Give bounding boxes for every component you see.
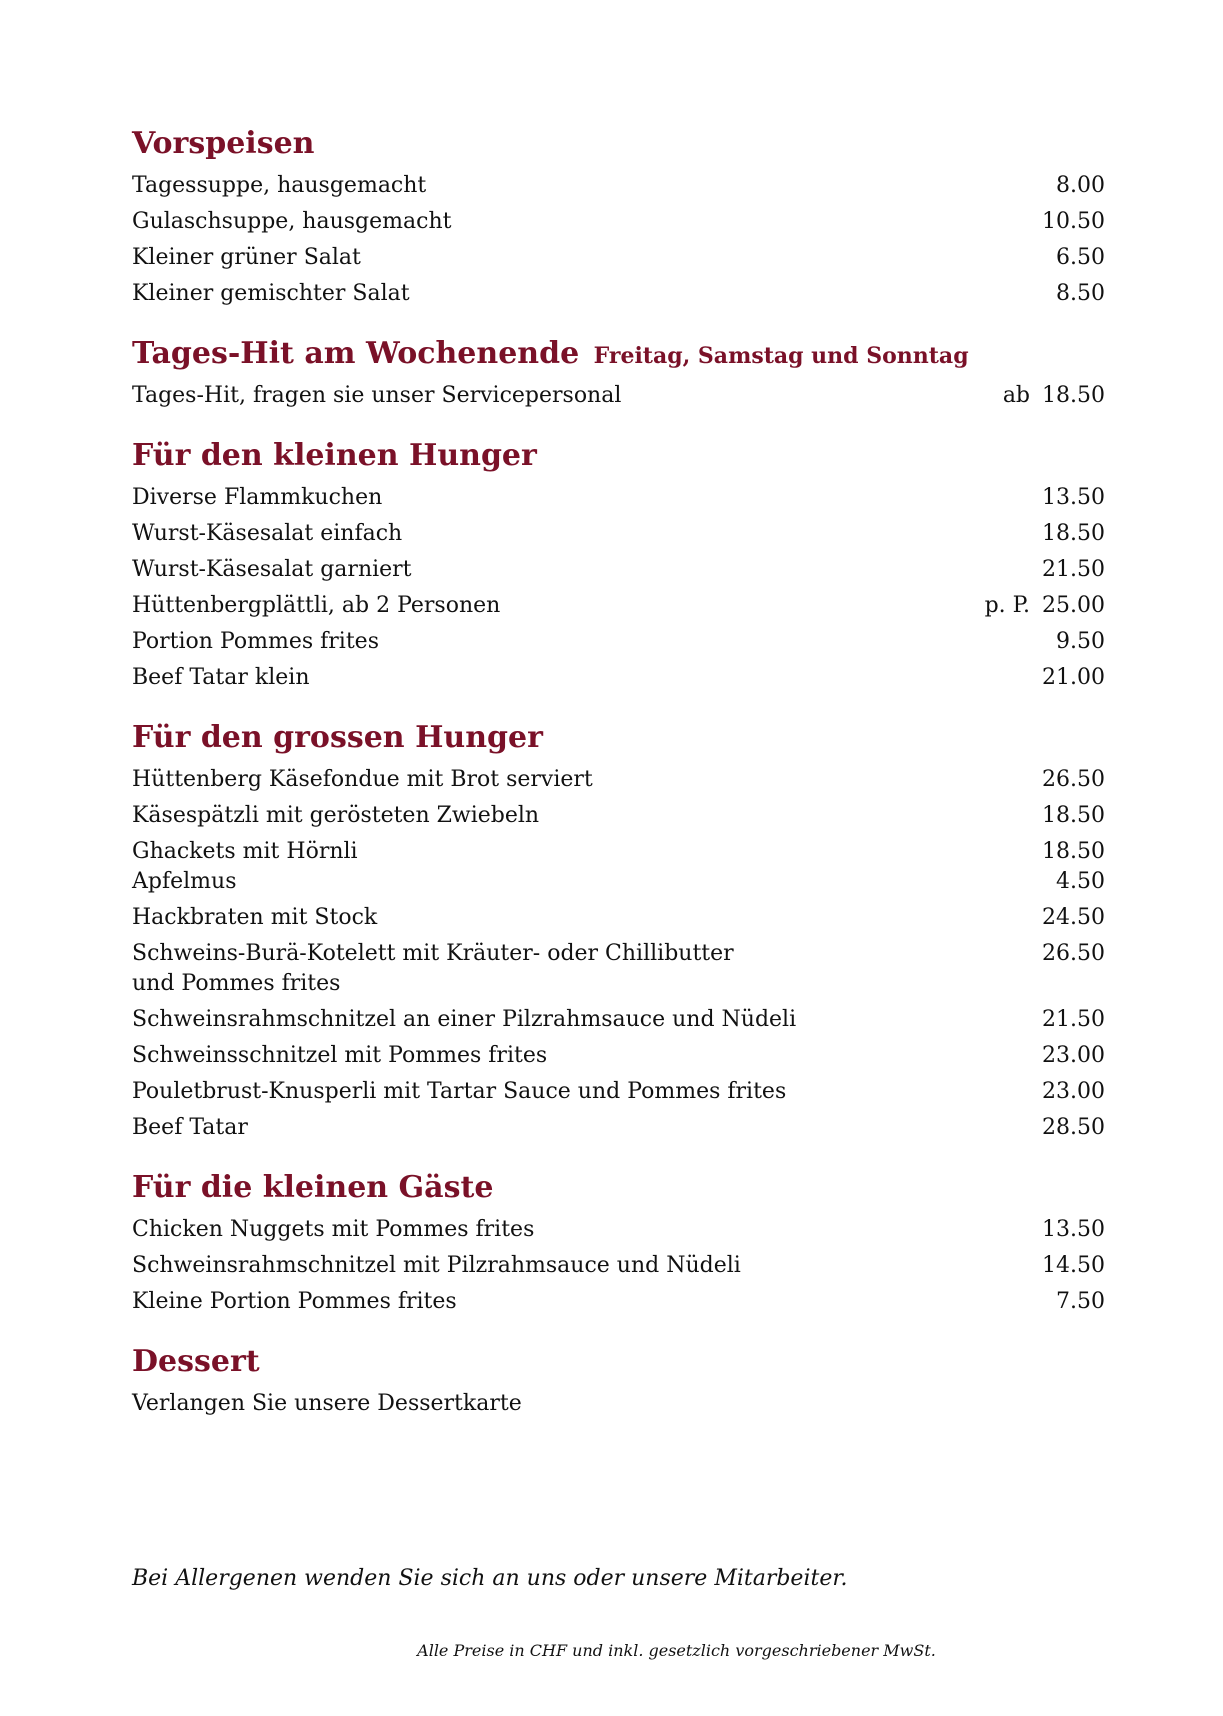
footer-note: Alle Preise in CHF und inkl. gesetzlich vorgeschriebener MwSt.	[417, 1641, 936, 1660]
section-kleine-gaeste	[132, 1164, 1105, 1320]
item-name: Hüttenberg Käsefondue mit Brot serviert	[132, 767, 593, 792]
menu-item	[132, 516, 1105, 552]
item-price: 18.50	[1042, 803, 1105, 828]
section-vorspeisen	[132, 120, 1105, 312]
item-price: 7.50	[1056, 1289, 1105, 1314]
menu-item	[132, 1386, 1105, 1422]
item-price: 8.50	[1056, 281, 1105, 306]
item-name: Portion Pommes frites	[132, 629, 379, 654]
menu-item	[132, 588, 1105, 624]
section-heading	[132, 330, 1105, 378]
item-name: Ghackets mit Hörnli	[132, 839, 358, 864]
item-name: Schweinsschnitzel mit Pommes frites	[132, 1043, 548, 1068]
menu-item	[132, 168, 1105, 204]
item-name: Kleine Portion Pommes frites	[132, 1289, 457, 1314]
section-tages-hit	[132, 330, 1105, 414]
menu-item	[132, 378, 1105, 414]
item-name: Wurst-Käsesalat garniert	[132, 557, 412, 582]
item-price: 18.50	[1042, 383, 1105, 408]
menu-item	[132, 1248, 1105, 1284]
item-price: 21.50	[1042, 557, 1105, 582]
menu-item	[132, 798, 1105, 834]
section-heading: Für den kleinen Hunger	[132, 438, 537, 473]
item-name: Pouletbrust-Knusperli mit Tartar Sauce und Pommes frites	[132, 1079, 787, 1104]
item-price: 18.50	[1042, 521, 1105, 546]
item-price: 10.50	[1042, 209, 1105, 234]
menu-item	[132, 1212, 1105, 1248]
item-name: Gulaschsuppe, hausgemacht	[132, 209, 452, 234]
item-name: Hackbraten mit Stock	[132, 905, 378, 930]
menu-item	[132, 762, 1105, 798]
section-heading: Vorspeisen	[132, 126, 315, 161]
item-price: 23.00	[1042, 1079, 1105, 1104]
item-name: Beef Tatar	[132, 1115, 248, 1140]
section-heading: Für den grossen Hunger	[132, 720, 543, 755]
item-name: Apfelmus	[132, 869, 237, 894]
section-heading: Für die kleinen Gäste	[132, 1170, 494, 1205]
item-name: Tages-Hit, fragen sie unser Servicepersonal	[132, 383, 622, 408]
item-price: 25.00	[1042, 593, 1105, 618]
item-name: Beef Tatar klein	[132, 665, 310, 690]
item-name: Chicken Nuggets mit Pommes frites	[132, 1217, 535, 1242]
menu-item	[132, 660, 1105, 696]
menu-item	[132, 480, 1105, 516]
menu	[132, 120, 1105, 1422]
section-dessert	[132, 1338, 1105, 1422]
menu-item	[132, 276, 1105, 312]
price-prefix: ab	[1002, 383, 1031, 408]
item-price-group	[1003, 381, 1105, 411]
item-price: 14.50	[1042, 1253, 1105, 1278]
item-name: Diverse Flammkuchen	[132, 485, 383, 510]
section-subheading: Freitag, Samstag und Sonntag	[593, 343, 969, 369]
item-name: Hüttenbergplättli, ab 2 Personen	[132, 593, 501, 618]
item-name: Schweinsrahmschnitzel mit Pilzrahmsauce und Nüdeli	[132, 1253, 741, 1278]
menu-item	[132, 552, 1105, 588]
item-name: Käsespätzli mit gerösteten Zwiebeln	[132, 803, 540, 828]
item-price: 6.50	[1056, 245, 1105, 270]
item-price: 26.50	[1042, 941, 1105, 966]
item-price: 8.00	[1056, 173, 1105, 198]
item-price: 9.50	[1056, 629, 1105, 654]
item-price: 18.50	[1042, 839, 1105, 864]
menu-item	[132, 1002, 1105, 1038]
item-price: 4.50	[1056, 869, 1105, 894]
item-price: 28.50	[1042, 1115, 1105, 1140]
item-name: Wurst-Käsesalat einfach	[132, 521, 403, 546]
section-kleiner-hunger	[132, 432, 1105, 696]
menu-item	[132, 1284, 1105, 1320]
menu-item	[132, 240, 1105, 276]
price-prefix: p. P.	[984, 593, 1031, 618]
item-name: Schweinsrahmschnitzel an einer Pilzrahmsauce und Nüdeli	[132, 1007, 797, 1032]
item-name: Verlangen Sie unsere Dessertkarte	[132, 1391, 522, 1416]
menu-item	[132, 900, 1105, 936]
section-heading: Dessert	[132, 1344, 260, 1379]
menu-item	[132, 1074, 1105, 1110]
item-name: Kleiner grüner Salat	[132, 245, 361, 270]
menu-item	[132, 1038, 1105, 1074]
menu-item	[132, 936, 1105, 1002]
menu-item	[132, 624, 1105, 660]
item-price-group	[985, 591, 1105, 621]
section-grosser-hunger	[132, 714, 1105, 1146]
menu-item	[132, 204, 1105, 240]
item-name: Kleiner gemischter Salat	[132, 281, 410, 306]
menu-item	[132, 1110, 1105, 1146]
item-price: 21.00	[1042, 665, 1105, 690]
item-name: Schweins-Burä-Kotelett mit Kräuter- oder Chillibutter und Pommes frites	[132, 941, 734, 996]
item-price: 23.00	[1042, 1043, 1105, 1068]
allergen-note: Bei Allergenen wenden Sie sich an uns oder unsere Mitarbeiter.	[132, 1566, 848, 1591]
section-heading-title: Tages-Hit am Wochenende	[132, 336, 580, 371]
menu-item	[132, 867, 1105, 900]
menu-item	[132, 834, 1105, 867]
item-price: 24.50	[1042, 905, 1105, 930]
item-name: Tagessuppe, hausgemacht	[132, 173, 427, 198]
item-price: 26.50	[1042, 767, 1105, 792]
item-price: 13.50	[1042, 1217, 1105, 1242]
item-price: 21.50	[1042, 1007, 1105, 1032]
item-price: 13.50	[1042, 485, 1105, 510]
